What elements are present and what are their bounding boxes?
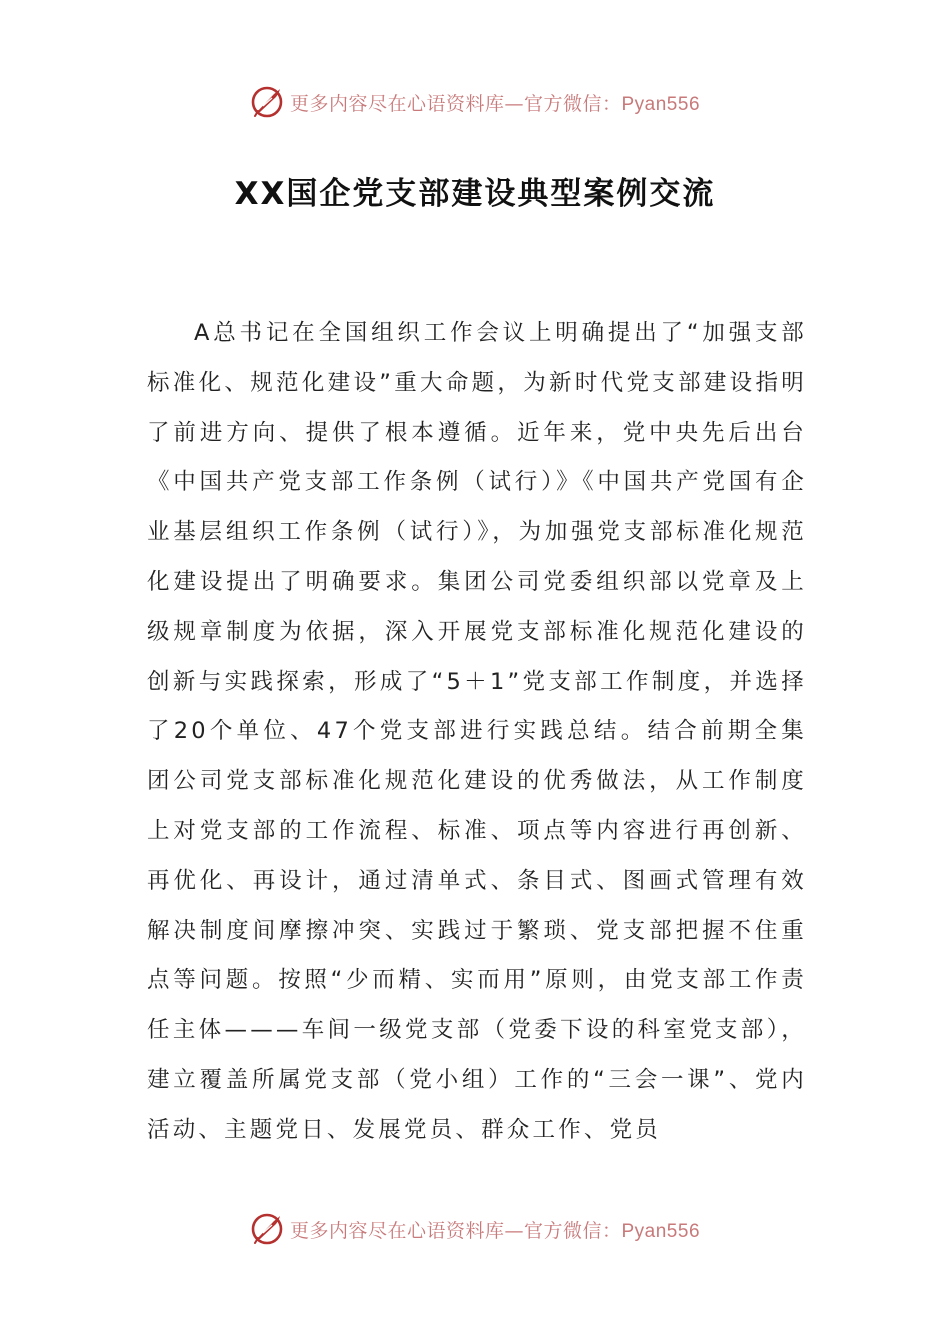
footer-watermark xyxy=(0,1209,950,1249)
quill-pen-icon xyxy=(250,85,284,119)
document-title: XX国企党支部建设典型案例交流 xyxy=(234,176,716,212)
body-paragraph: A总书记在全国组织工作会议上明确提出了“加强支部标准化、规范化建设”重大命题，为新时代党支部建设指明了前进方向、提供了根本遵循。近年来，党中央先后出台《中国共产党支部工作条例（试行）》《中国共产党国有企业基层组织工作条例（试行）》，为加强党支部标准化规范化建设提出了明确要求。集团公司党委组织部以党章及上级规章制度为依据，深入开展党支部标准化规范化建设的创新与实践探索，形成了“5＋1”党支部工作制度，并选择了20个单位、47个党支部进行实践总结。结合前期全集团公司党支部标准化规范化建设的优秀做法，从工作制度上对党支部的工作流程、标准、项点等内容进行再创新、再优化、再设计，通过清单式、条目式、图画式管理有效解决制度间摩擦冲突、实践过于繁琐、党支部把握不住重点等问题。按照“少而精、实而用”原则，由党支部工作责任主体———车间一级党支部（党委下设的科室党支部），建立覆盖所属党支部（党小组）工作的“三会一课”、党内活动、主题党日、发展党员、群众工作、党员 xyxy=(147,320,807,1143)
watermark-text: 更多内容尽在心语资料库—官方微信：Pyan556 xyxy=(289,92,701,115)
quill-pen-icon xyxy=(250,1212,284,1246)
header-watermark xyxy=(0,82,950,122)
watermark-text: 更多内容尽在心语资料库—官方微信：Pyan556 xyxy=(289,1219,701,1242)
